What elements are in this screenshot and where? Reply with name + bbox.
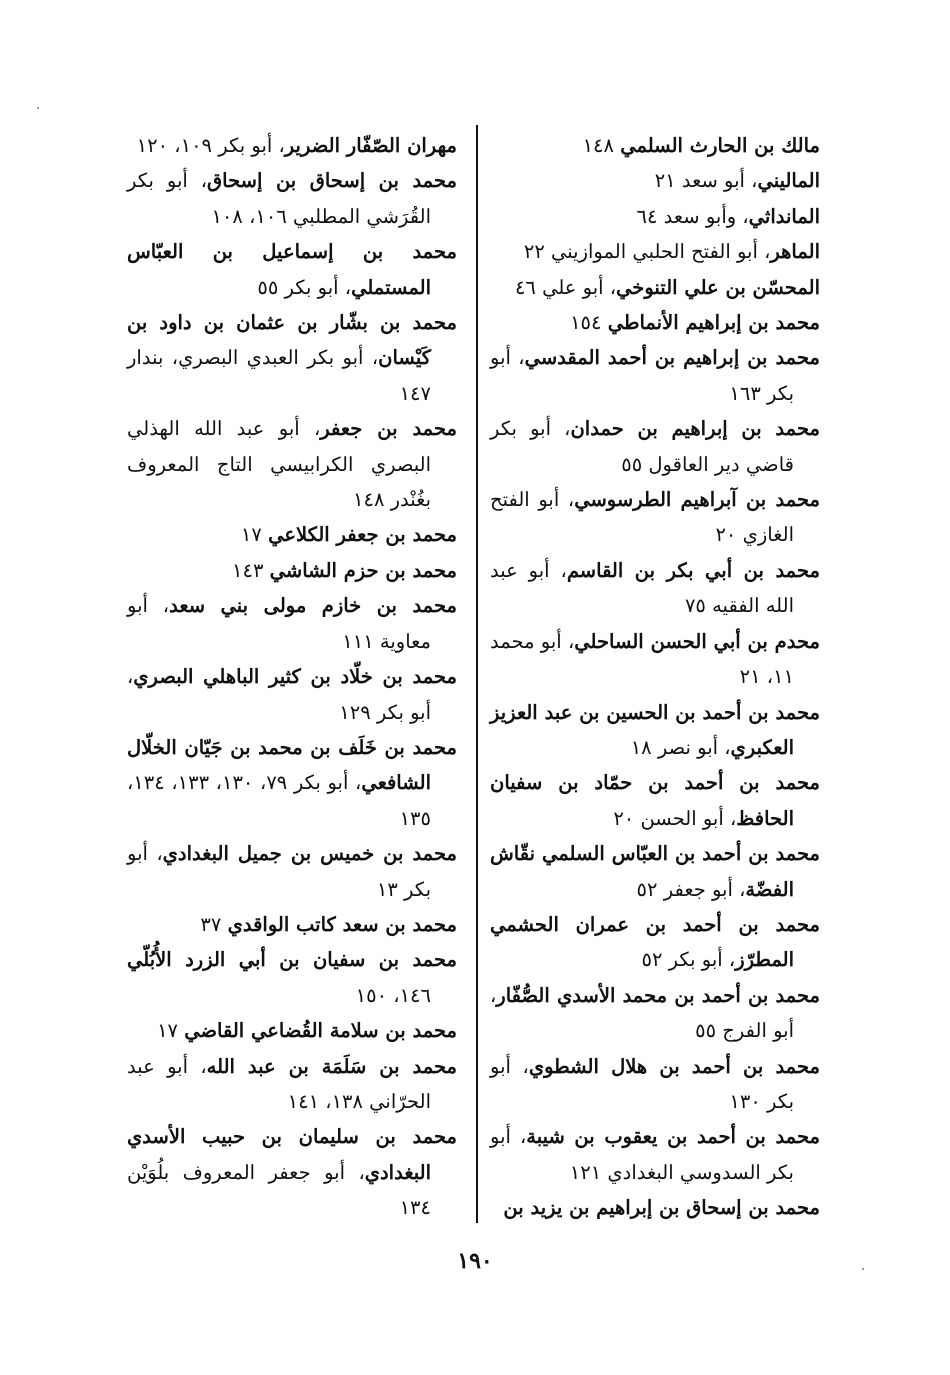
- entry-details: ، أبو معاوية ١١١: [127, 594, 431, 653]
- entry-name: الماهر: [770, 240, 820, 264]
- entry-details: ١٤٨: [582, 134, 621, 157]
- entry-name: محمد بن سلامة القُضاعي القاضي: [184, 1019, 457, 1043]
- entry-name: محمد بن إسحاق بن إسحاق: [207, 169, 457, 193]
- entry-name: مهران الصّفّار الضرير: [284, 134, 457, 157]
- entry-details: ، أبو بكر ١٣٠: [490, 1054, 794, 1113]
- index-entry: [490, 907, 820, 978]
- entry-details: ، أبو بكر ١٣: [127, 842, 431, 901]
- scan-speck: [862, 1268, 864, 1270]
- entry-name: محمد بن حزم الشاشي: [269, 558, 457, 582]
- entry-name: محمد بن سليمان بن حبيب الأسدي البغدادي: [127, 1125, 457, 1184]
- entry-name: محمد بن أحمد بن محمد الأسدي الصُّفّار: [496, 983, 820, 1007]
- entry-details: ، أبو عبد الحرّاني ١٣٨، ١٤١: [127, 1054, 431, 1113]
- entry-details: ، أبو جعفر ٥٢: [636, 877, 746, 901]
- entry-details: ، أبو بكر ٥٢: [641, 948, 736, 972]
- scan-speck: [37, 107, 39, 109]
- entry-details: ، أبو عبد الله الفقيه ٧٥: [490, 558, 794, 618]
- entry-details: ١٤٦، ١٥٠: [355, 983, 431, 1007]
- entry-details: ، أبو بكر ٧٩، ١٣٠، ١٣٣، ١٣٤، ١٣٥: [127, 771, 431, 830]
- index-entry: [127, 553, 457, 588]
- entry-name: محمد بن إبراهيم بن حمدان: [570, 417, 820, 441]
- index-entry: [127, 659, 457, 730]
- entry-details: ١٧: [157, 1019, 185, 1043]
- entry-name: محمد بن خلّاد بن كثير الباهلي البصري: [133, 665, 457, 689]
- entry-name: محمد بن جعفر: [320, 417, 457, 441]
- entry-name: محمد بن أحمد بن عمران الحشمي المطرّز: [490, 912, 820, 972]
- index-entry: [490, 695, 820, 766]
- entry-name: محمد بن إسماعيل بن العبّاس المستملي: [127, 240, 457, 299]
- entry-details: ، أبو الفرج ٥٥: [490, 983, 794, 1043]
- entry-details: ، أبو عبد الله الهذلي البصري الكرابيسي التاج المعروف بغُنْدر ١٤٨: [127, 417, 431, 512]
- entry-name: محمد بن أحمد بن يعقوب بن شيبة: [526, 1125, 820, 1149]
- entry-details: ، أبو بكر ١٦٣: [490, 346, 794, 405]
- index-entry: [490, 836, 820, 907]
- index-entry: [127, 411, 457, 517]
- entry-details: ، أبو سعد ٢١: [654, 169, 758, 193]
- entry-name: محمد بن سعد كاتب الواقدي: [227, 912, 457, 936]
- entry-name: محمد بن إبراهيم الأنماطي: [607, 311, 820, 335]
- entry-name: المحسّن بن علي التنوخي: [616, 275, 820, 299]
- index-entry: [490, 340, 820, 411]
- entry-name: محمد بن بشّار بن عثمان بن داود بن كَيْسان: [127, 311, 457, 370]
- entry-name: محمد بن إبراهيم بن أحمد المقدسي: [524, 346, 820, 370]
- index-entry: [127, 128, 457, 163]
- entry-name: محمد بن أبي بكر بن القاسم: [566, 558, 820, 582]
- entry-details: ، أبو جعفر المعروف بلُوَيْن ١٣٤: [127, 1160, 431, 1220]
- entry-details: ٣٧: [200, 912, 228, 936]
- index-entry: [127, 942, 457, 1013]
- entry-name: محمد بن أحمد بن حمّاد بن سفيان الحافظ: [490, 771, 820, 830]
- left-column: [127, 128, 457, 1226]
- entry-details: ، وأبو سعد ٦٤: [636, 204, 749, 228]
- entry-details: ١٤٣: [232, 558, 270, 582]
- entry-name: الماليني: [757, 169, 820, 193]
- entry-details: ، أبو بكر القُرَشي المطلبي ١٠٦، ١٠٨: [127, 169, 431, 228]
- index-entry: [127, 517, 457, 552]
- index-entry: [127, 907, 457, 942]
- entry-details: ، أبو الفتح الغازي ٢٠: [490, 488, 794, 547]
- entry-details: ، أبو علي ٤٦: [514, 275, 617, 299]
- index-entry: [127, 1049, 457, 1120]
- index-entry: [490, 128, 820, 163]
- index-entry: [490, 411, 820, 482]
- index-entry: [490, 1119, 820, 1190]
- index-entry: [127, 1119, 457, 1225]
- entry-name: محمد بن آبراهيم الطرسوسي: [574, 488, 820, 512]
- index-entry: [127, 163, 457, 234]
- index-entry: [127, 836, 457, 907]
- entry-name: محمد بن خازم مولى بني سعد: [169, 594, 457, 618]
- index-entry: [127, 730, 457, 836]
- entry-name: محمد بن خَلَف بن محمد بن جَيّان الخلّال الشافعي: [127, 735, 457, 795]
- page-number: ١٩٠: [457, 1248, 493, 1274]
- entry-details: ، أبو بكر ١٢٩: [127, 665, 431, 724]
- entry-name: محدم بن أبي الحسن الساحلي: [574, 629, 820, 653]
- index-entry: [490, 765, 820, 836]
- entry-name: محمد بن جعفر الكلاعي: [268, 523, 457, 547]
- entry-details: ١٥٤: [570, 311, 608, 335]
- entry-details: ، أبو الحسن ٢٠: [613, 806, 737, 830]
- entry-details: ، أبو بكر العبدي البصري، بندار ١٤٧: [127, 346, 431, 405]
- column-divider: [476, 125, 478, 1223]
- index-entry: [127, 588, 457, 659]
- index-entry: [127, 1013, 457, 1048]
- entry-details: ، أبو بكر ١٠٩، ١٢٠: [136, 134, 285, 157]
- entry-name: محمد بن أحمد بن هلال الشطوي: [528, 1054, 820, 1078]
- index-entry: [490, 978, 820, 1049]
- entry-name: محمد بن إسحاق بن إبراهيم بن يزيد بن: [503, 1196, 820, 1220]
- entry-details: ، أبو بكر قاضي دير العاقول ٥٥: [490, 417, 794, 476]
- index-entry: [490, 305, 820, 340]
- entry-name: المانداثي: [748, 204, 820, 228]
- entry-details: ، أبو بكر السدوسي البغدادي ١٢١: [490, 1125, 794, 1184]
- entry-name: محمد بن سَلَمَة بن عبد الله: [206, 1054, 457, 1078]
- index-entry: [490, 553, 820, 624]
- index-entry: [490, 482, 820, 553]
- entry-details: ، أبو بكر ٥٥: [257, 275, 352, 299]
- index-entry: [490, 1049, 820, 1120]
- entry-name: محمد بن سفيان بن أبي الزرد الأُبُلّي: [127, 948, 457, 972]
- entry-name: محمد بن أحمد بن العبّاس السلمي نقّاش الفضّة: [490, 842, 820, 901]
- entry-name: محمد بن خميس بن جميل البغدادي: [162, 842, 457, 866]
- entry-name: مالك بن الحارث السلمي: [620, 134, 820, 157]
- entry-details: ، أبو الفتح الحلبي الموازيني ٢٢: [523, 240, 771, 264]
- index-entry: [490, 1190, 820, 1225]
- entry-details: ١٧: [240, 523, 269, 547]
- index-entry: [127, 305, 457, 411]
- entry-details: ، أبو محمد ١١، ٢١: [490, 629, 794, 689]
- index-entry: [490, 234, 820, 269]
- right-column: [490, 128, 820, 1226]
- index-entry: [490, 624, 820, 695]
- index-entry: [490, 163, 820, 198]
- entry-name: محمد بن أحمد بن الحسين بن عبد العزيز العكبري: [490, 700, 820, 759]
- index-entry: [490, 270, 820, 305]
- index-entry: [127, 234, 457, 305]
- entry-details: ، أبو نصر ١٨: [630, 735, 731, 759]
- index-entry: [490, 199, 820, 234]
